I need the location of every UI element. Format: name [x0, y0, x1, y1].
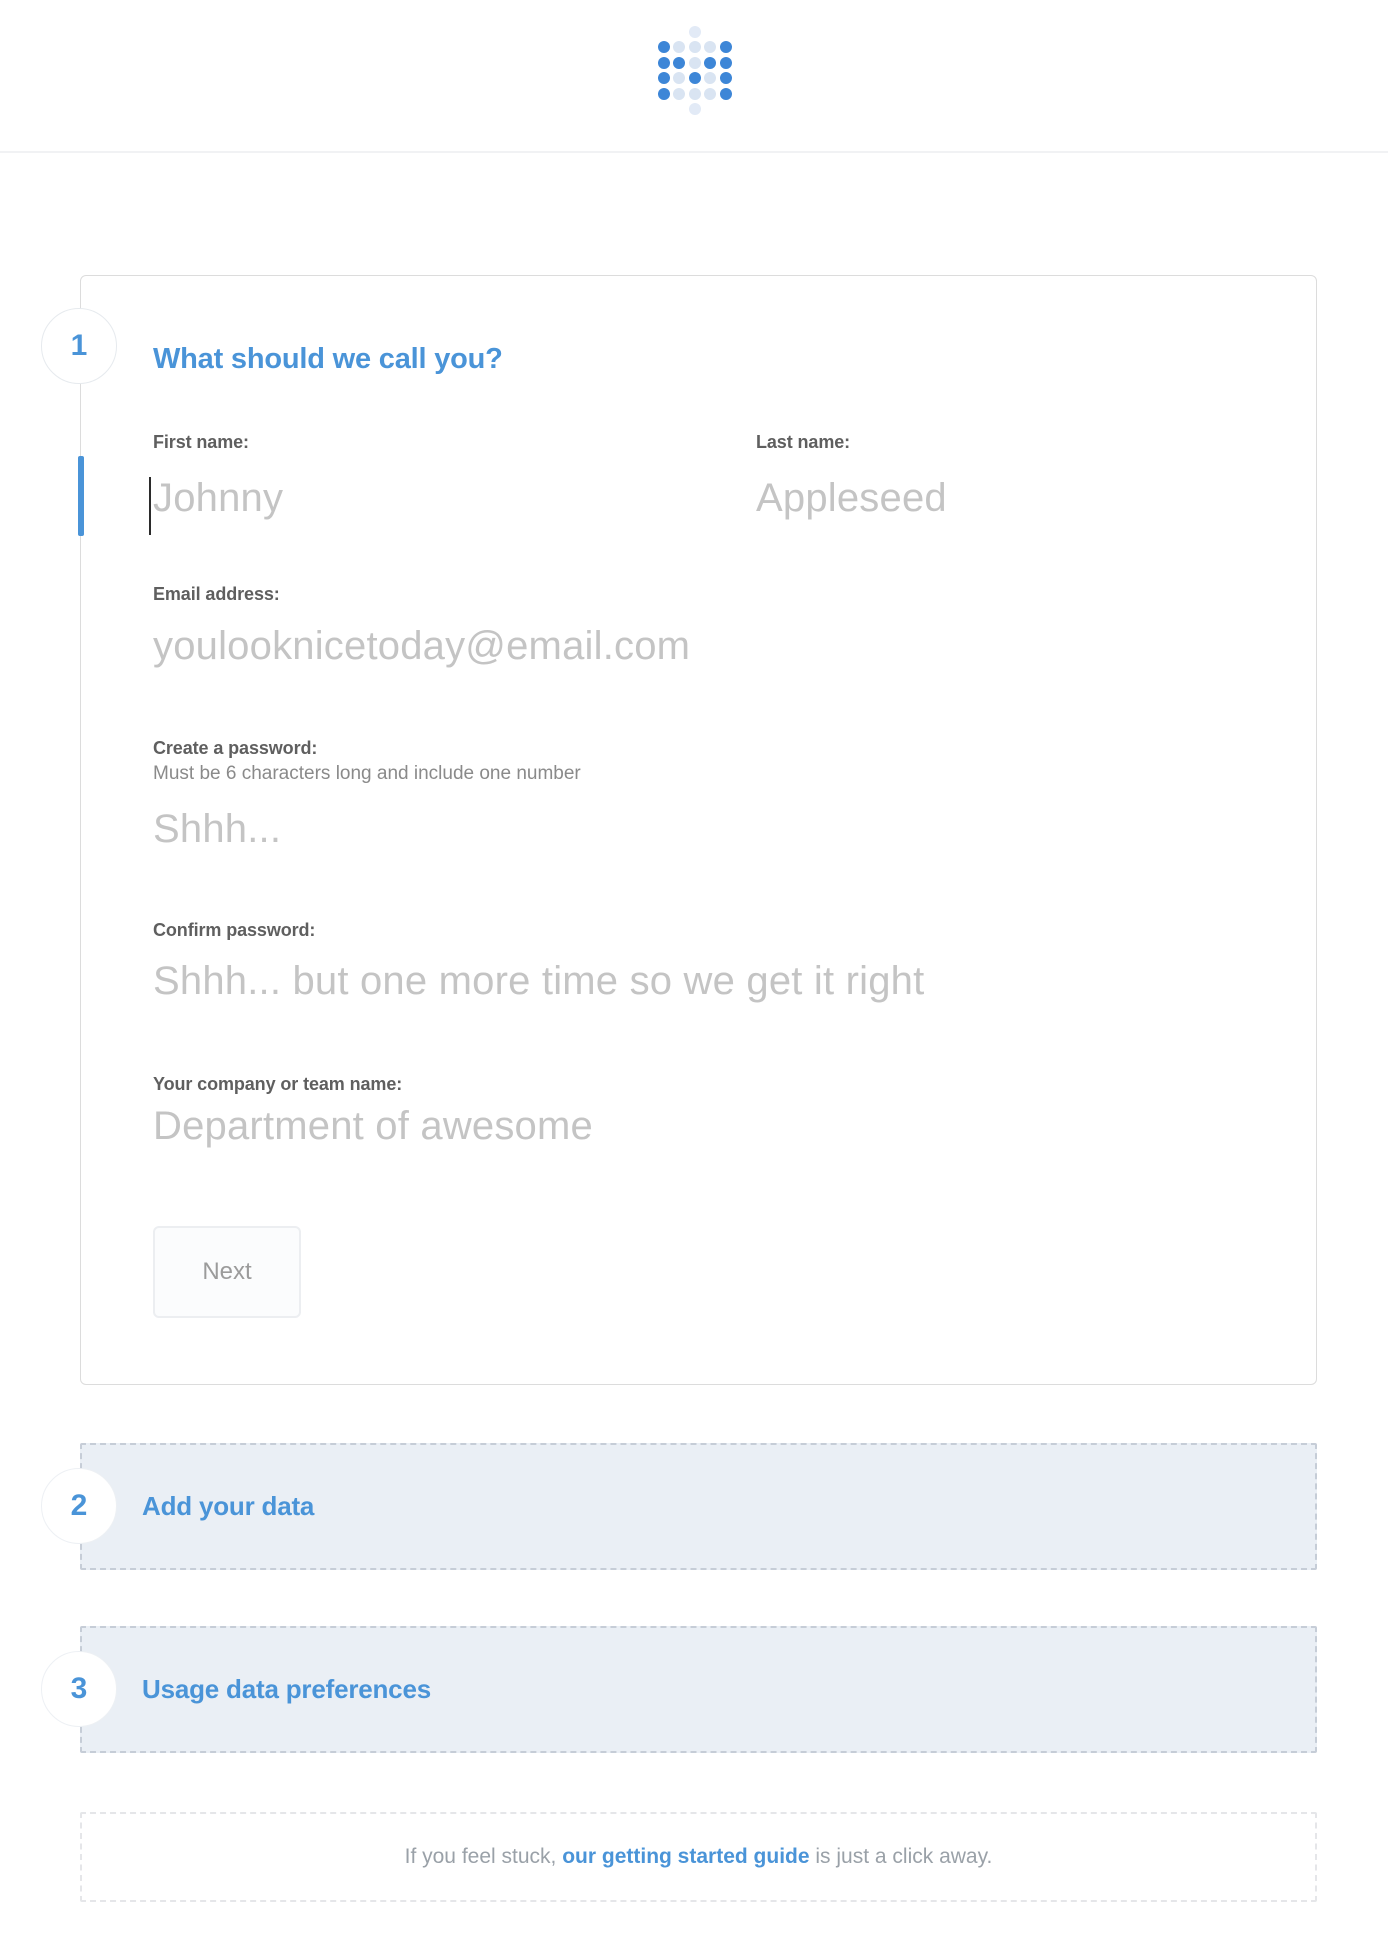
company-name-input[interactable]	[153, 1096, 1253, 1156]
company-name-label: Your company or team name:	[153, 1074, 403, 1094]
step2-accordion-header[interactable]	[80, 1443, 1317, 1570]
password-label: Create a password:	[153, 738, 318, 758]
step3-number-badge	[41, 1651, 117, 1727]
dot-matrix-logo	[656, 24, 734, 117]
step2-number: 2	[70, 1489, 88, 1522]
help-text-after: is just a click away.	[809, 1845, 993, 1868]
header-divider	[0, 151, 1388, 153]
step1-title: What should we call you?	[153, 343, 503, 375]
next-button[interactable]	[153, 1226, 301, 1318]
help-text-before: If you feel stuck,	[404, 1845, 563, 1868]
first-name-label: First name:	[153, 432, 249, 452]
first-name-input[interactable]	[153, 468, 693, 528]
last-name-input[interactable]	[756, 468, 1286, 528]
step1-card	[80, 275, 1317, 1385]
step3-title: Usage data preferences	[142, 1674, 431, 1704]
getting-started-guide-link[interactable]: our getting started guide	[562, 1845, 810, 1868]
help-footer	[80, 1812, 1317, 1902]
confirm-password-input[interactable]	[153, 951, 1253, 1011]
password-input[interactable]	[153, 799, 1253, 859]
active-field-indicator	[78, 456, 84, 536]
step3-number: 3	[70, 1672, 88, 1705]
email-label: Email address:	[153, 584, 280, 604]
confirm-password-label: Confirm password:	[153, 920, 316, 940]
next-button-label: Next	[202, 1258, 252, 1285]
step3-accordion-header[interactable]	[80, 1626, 1317, 1753]
step1-number: 1	[70, 329, 88, 362]
text-cursor-caret	[149, 477, 151, 535]
step2-number-badge	[41, 1468, 117, 1544]
step1-number-badge	[41, 308, 117, 384]
password-hint: Must be 6 characters long and include one number	[153, 763, 581, 784]
step2-title: Add your data	[142, 1491, 315, 1521]
email-input[interactable]	[153, 616, 1253, 676]
last-name-label: Last name:	[756, 432, 851, 452]
